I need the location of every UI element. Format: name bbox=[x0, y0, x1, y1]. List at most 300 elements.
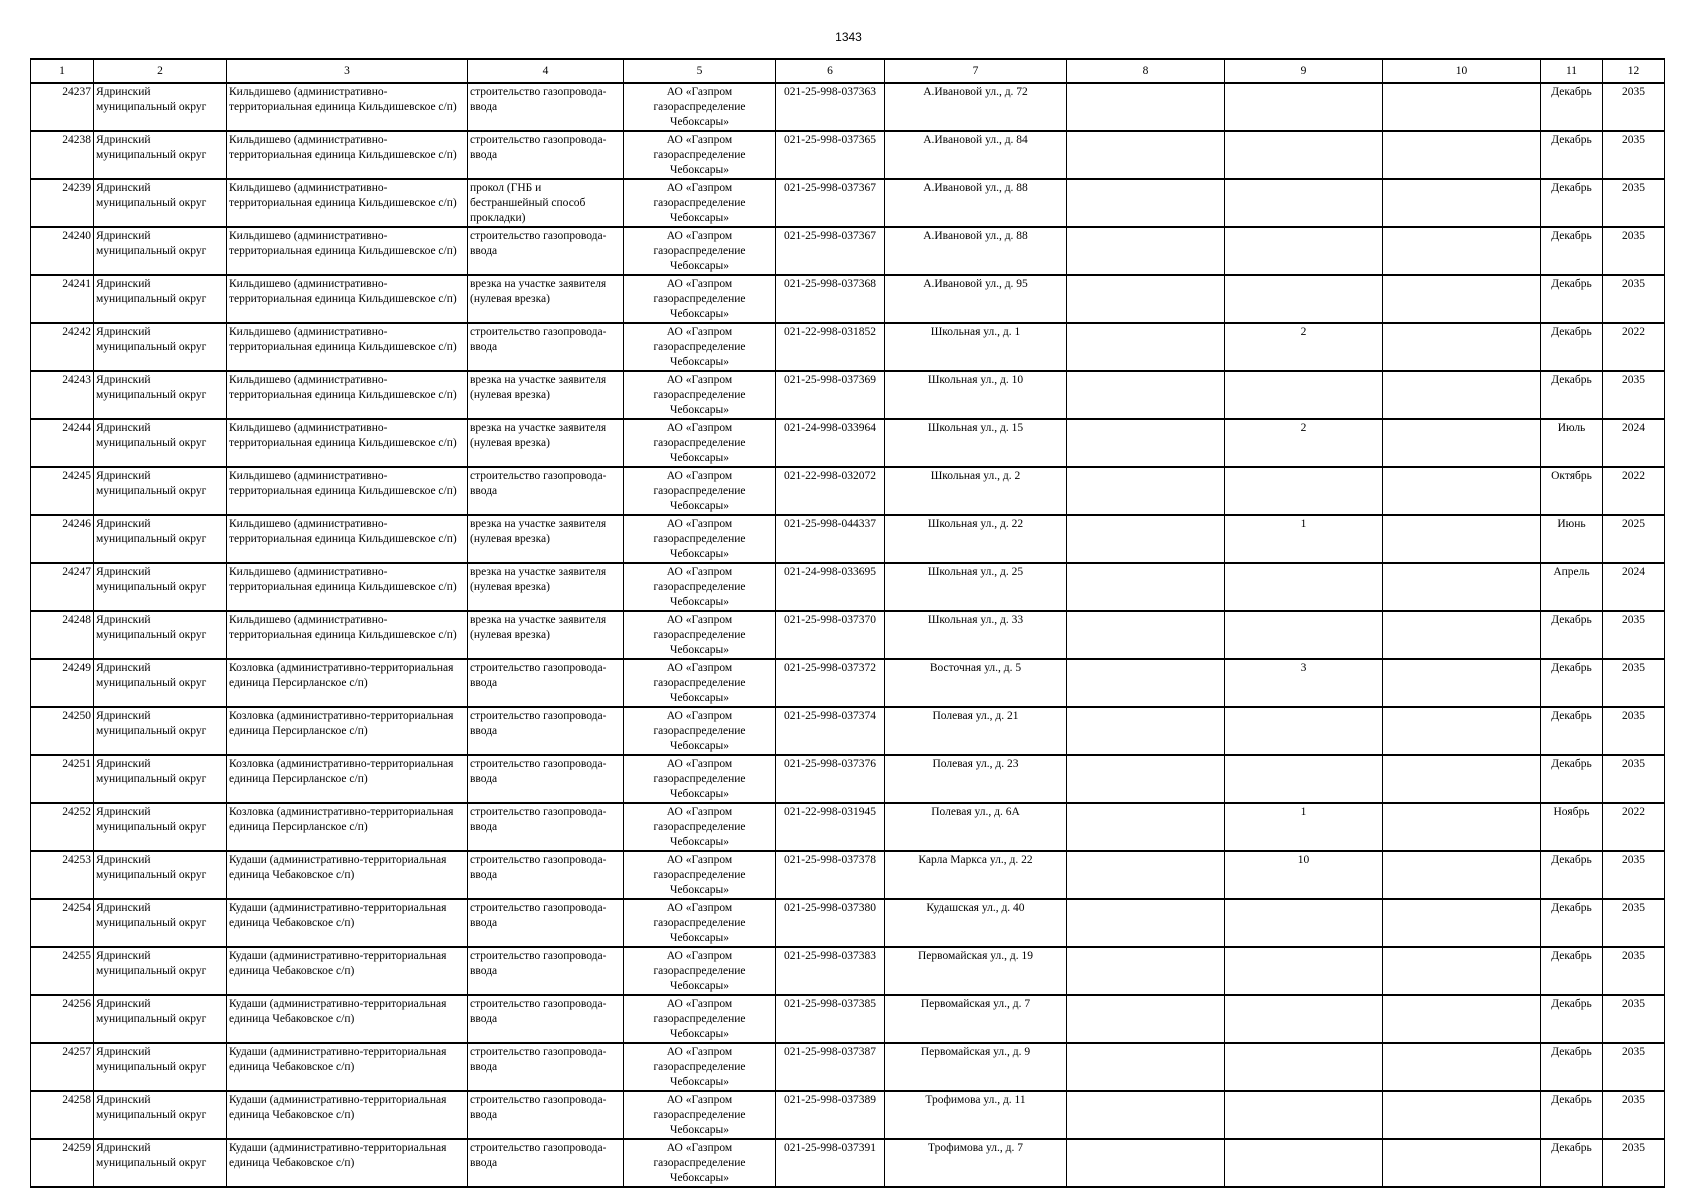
row-number-text: 24239 bbox=[62, 182, 91, 194]
column-9-cell bbox=[1225, 899, 1383, 947]
object-code-cell bbox=[776, 899, 885, 947]
column-9-cell bbox=[1225, 755, 1383, 803]
address-cell-text: А.Ивановой ул., д. 88 bbox=[923, 182, 1028, 194]
address-cell-text: А.Ивановой ул., д. 84 bbox=[923, 134, 1028, 146]
district-cell bbox=[94, 419, 227, 467]
address-cell-text: Полевая ул., д. 6А bbox=[931, 806, 1020, 818]
organization-cell bbox=[624, 1043, 776, 1091]
work-type-cell bbox=[468, 803, 624, 851]
column-10-cell bbox=[1383, 611, 1541, 659]
column-10-cell bbox=[1383, 131, 1541, 179]
district-cell bbox=[94, 323, 227, 371]
row-number-text: 24257 bbox=[62, 1046, 91, 1058]
month-cell-text: Декабрь bbox=[1551, 182, 1592, 194]
row-number-text: 24240 bbox=[62, 230, 91, 242]
column-10-cell bbox=[1383, 371, 1541, 419]
row-number bbox=[31, 1139, 94, 1187]
month-cell bbox=[1541, 899, 1603, 947]
object-code-cell bbox=[776, 275, 885, 323]
organization-cell-text: АО «Газпром газораспределение Чебоксары» bbox=[653, 710, 746, 752]
month-cell bbox=[1541, 659, 1603, 707]
district-cell-text: Ядринский муниципальный округ bbox=[96, 614, 207, 641]
object-code-cell-text: 021-25-998-037376 bbox=[784, 758, 876, 770]
month-cell-text: Декабрь bbox=[1551, 854, 1592, 866]
column-10-cell bbox=[1383, 851, 1541, 899]
settlement-cell-text: Кудаши (административно-территориальная единица Чебаковское с/п) bbox=[229, 1094, 447, 1121]
work-type-cell-text: строительство газопровода-ввода bbox=[470, 950, 607, 977]
column-8-cell bbox=[1067, 707, 1225, 755]
work-type-cell-text: врезка на участке заявителя (нулевая врезка) bbox=[470, 614, 607, 641]
settlement-cell-text: Кудаши (административно-территориальная единица Чебаковское с/п) bbox=[229, 1046, 447, 1073]
column-9-cell-text: 2 bbox=[1300, 422, 1307, 434]
table-row bbox=[31, 803, 1665, 851]
object-code-cell bbox=[776, 707, 885, 755]
organization-cell-text: АО «Газпром газораспределение Чебоксары» bbox=[653, 518, 746, 560]
organization-cell-text: АО «Газпром газораспределение Чебоксары» bbox=[653, 614, 746, 656]
work-type-cell bbox=[468, 227, 624, 275]
table-row bbox=[31, 851, 1665, 899]
organization-cell-text: АО «Газпром газораспределение Чебоксары» bbox=[653, 758, 746, 800]
row-number bbox=[31, 275, 94, 323]
month-cell bbox=[1541, 803, 1603, 851]
district-cell bbox=[94, 1091, 227, 1139]
column-10-cell bbox=[1383, 995, 1541, 1043]
column-10-cell bbox=[1383, 227, 1541, 275]
month-cell bbox=[1541, 83, 1603, 131]
work-type-cell-text: строительство газопровода-ввода bbox=[470, 1094, 607, 1121]
year-cell bbox=[1603, 755, 1665, 803]
row-number bbox=[31, 131, 94, 179]
organization-cell bbox=[624, 419, 776, 467]
column-9-cell-text: 1 bbox=[1300, 806, 1307, 818]
work-type-cell bbox=[468, 899, 624, 947]
year-cell-text: 2035 bbox=[1622, 902, 1645, 914]
column-9-cell bbox=[1225, 803, 1383, 851]
column-header: 11 bbox=[1541, 59, 1603, 83]
work-type-cell bbox=[468, 275, 624, 323]
settlement-cell bbox=[227, 1139, 468, 1187]
table-row bbox=[31, 275, 1665, 323]
settlement-cell-text: Кильдишево (административно-территориальная единица Кильдишевское с/п) bbox=[229, 614, 457, 641]
year-cell bbox=[1603, 995, 1665, 1043]
row-number-text: 24241 bbox=[62, 278, 91, 290]
object-code-cell-text: 021-25-998-037368 bbox=[784, 278, 876, 290]
address-cell bbox=[885, 899, 1067, 947]
organization-cell-text: АО «Газпром газораспределение Чебоксары» bbox=[653, 134, 746, 176]
row-number-text: 24242 bbox=[62, 326, 91, 338]
column-8-cell bbox=[1067, 227, 1225, 275]
year-cell bbox=[1603, 563, 1665, 611]
table-row bbox=[31, 419, 1665, 467]
year-cell bbox=[1603, 659, 1665, 707]
column-9-cell bbox=[1225, 83, 1383, 131]
settlement-cell-text: Кильдишево (административно-территориальная единица Кильдишевское с/п) bbox=[229, 230, 457, 257]
object-code-cell-text: 021-25-998-037369 bbox=[784, 374, 876, 386]
district-cell-text: Ядринский муниципальный округ bbox=[96, 518, 207, 545]
organization-cell bbox=[624, 659, 776, 707]
year-cell bbox=[1603, 611, 1665, 659]
year-cell bbox=[1603, 467, 1665, 515]
row-number bbox=[31, 899, 94, 947]
district-cell-text: Ядринский муниципальный округ bbox=[96, 902, 207, 929]
district-cell-text: Ядринский муниципальный округ bbox=[96, 86, 207, 113]
month-cell-text: Декабрь bbox=[1551, 950, 1592, 962]
row-number bbox=[31, 707, 94, 755]
district-cell bbox=[94, 131, 227, 179]
row-number bbox=[31, 227, 94, 275]
settlement-cell bbox=[227, 899, 468, 947]
object-code-cell-text: 021-25-998-037385 bbox=[784, 998, 876, 1010]
organization-cell bbox=[624, 179, 776, 227]
month-cell-text: Декабрь bbox=[1551, 374, 1592, 386]
row-number-text: 24244 bbox=[62, 422, 91, 434]
column-10-cell bbox=[1383, 1091, 1541, 1139]
column-8-cell bbox=[1067, 611, 1225, 659]
work-type-cell bbox=[468, 371, 624, 419]
table-row bbox=[31, 755, 1665, 803]
month-cell bbox=[1541, 755, 1603, 803]
column-9-cell bbox=[1225, 947, 1383, 995]
row-number bbox=[31, 563, 94, 611]
column-8-cell bbox=[1067, 563, 1225, 611]
settlement-cell-text: Кудаши (административно-территориальная единица Чебаковское с/п) bbox=[229, 950, 447, 977]
work-type-cell-text: врезка на участке заявителя (нулевая врезка) bbox=[470, 518, 607, 545]
settlement-cell-text: Козловка (административно-территориальная единица Персирланское с/п) bbox=[229, 806, 454, 833]
object-code-cell-text: 021-25-998-037365 bbox=[784, 134, 876, 146]
object-code-cell-text: 021-25-998-044337 bbox=[784, 518, 876, 530]
organization-cell-text: АО «Газпром газораспределение Чебоксары» bbox=[653, 662, 746, 704]
district-cell bbox=[94, 467, 227, 515]
settlement-cell bbox=[227, 227, 468, 275]
work-type-cell-text: строительство газопровода-ввода bbox=[470, 998, 607, 1025]
work-type-cell bbox=[468, 563, 624, 611]
month-cell bbox=[1541, 707, 1603, 755]
settlement-cell bbox=[227, 419, 468, 467]
table-row bbox=[31, 659, 1665, 707]
month-cell bbox=[1541, 563, 1603, 611]
address-cell-text: Школьная ул., д. 22 bbox=[927, 518, 1024, 530]
settlement-cell bbox=[227, 947, 468, 995]
row-number-text: 24254 bbox=[62, 902, 91, 914]
district-cell bbox=[94, 1139, 227, 1187]
settlement-cell bbox=[227, 1091, 468, 1139]
settlement-cell-text: Козловка (административно-территориальная единица Персирланское с/п) bbox=[229, 662, 454, 689]
object-code-cell bbox=[776, 1139, 885, 1187]
settlement-cell-text: Кильдишево (административно-территориальная единица Кильдишевское с/п) bbox=[229, 182, 457, 209]
work-type-cell bbox=[468, 947, 624, 995]
column-header: 7 bbox=[885, 59, 1067, 83]
month-cell bbox=[1541, 515, 1603, 563]
year-cell bbox=[1603, 227, 1665, 275]
month-cell bbox=[1541, 275, 1603, 323]
column-8-cell bbox=[1067, 467, 1225, 515]
month-cell-text: Декабрь bbox=[1551, 230, 1592, 242]
column-8-cell bbox=[1067, 1091, 1225, 1139]
row-number-text: 24259 bbox=[62, 1142, 91, 1154]
work-type-cell-text: строительство газопровода-ввода bbox=[470, 806, 607, 833]
settlement-cell-text: Кильдишево (административно-территориальная единица Кильдишевское с/п) bbox=[229, 470, 457, 497]
column-8-cell bbox=[1067, 1139, 1225, 1187]
column-10-cell bbox=[1383, 947, 1541, 995]
work-type-cell bbox=[468, 1139, 624, 1187]
year-cell-text: 2022 bbox=[1622, 806, 1645, 818]
address-cell bbox=[885, 563, 1067, 611]
object-code-cell bbox=[776, 755, 885, 803]
year-cell-text: 2035 bbox=[1622, 758, 1645, 770]
district-cell-text: Ядринский муниципальный округ bbox=[96, 710, 207, 737]
work-type-cell bbox=[468, 707, 624, 755]
work-type-cell bbox=[468, 611, 624, 659]
address-cell-text: Школьная ул., д. 15 bbox=[927, 422, 1024, 434]
object-code-cell bbox=[776, 131, 885, 179]
year-cell bbox=[1603, 899, 1665, 947]
page-number: 1343 bbox=[835, 30, 862, 44]
table-row bbox=[31, 323, 1665, 371]
row-number-text: 24252 bbox=[62, 806, 91, 818]
district-cell bbox=[94, 563, 227, 611]
organization-cell-text: АО «Газпром газораспределение Чебоксары» bbox=[653, 1046, 746, 1088]
month-cell-text: Декабрь bbox=[1551, 998, 1592, 1010]
address-cell-text: Полевая ул., д. 23 bbox=[932, 758, 1019, 770]
year-cell-text: 2024 bbox=[1622, 566, 1645, 578]
settlement-cell bbox=[227, 179, 468, 227]
district-cell-text: Ядринский муниципальный округ bbox=[96, 950, 207, 977]
row-number-text: 24238 bbox=[62, 134, 91, 146]
work-type-cell bbox=[468, 995, 624, 1043]
row-number-text: 24245 bbox=[62, 470, 91, 482]
address-cell-text: Трофимова ул., д. 11 bbox=[925, 1094, 1026, 1106]
column-9-cell bbox=[1225, 371, 1383, 419]
work-type-cell bbox=[468, 179, 624, 227]
column-8-cell bbox=[1067, 83, 1225, 131]
organization-cell bbox=[624, 707, 776, 755]
object-code-cell-text: 021-24-998-033695 bbox=[784, 566, 876, 578]
column-9-cell bbox=[1225, 323, 1383, 371]
work-type-cell-text: прокол (ГНБ и бестраншейный способ прокладки) bbox=[470, 182, 586, 224]
column-9-cell bbox=[1225, 131, 1383, 179]
district-cell-text: Ядринский муниципальный округ bbox=[96, 230, 207, 257]
month-cell-text: Декабрь bbox=[1551, 134, 1592, 146]
object-code-cell-text: 021-25-998-037387 bbox=[784, 1046, 876, 1058]
month-cell bbox=[1541, 851, 1603, 899]
work-type-cell bbox=[468, 755, 624, 803]
year-cell-text: 2035 bbox=[1622, 374, 1645, 386]
table-row bbox=[31, 371, 1665, 419]
address-cell bbox=[885, 179, 1067, 227]
table-row bbox=[31, 131, 1665, 179]
column-header: 10 bbox=[1383, 59, 1541, 83]
settlement-cell-text: Кильдишево (административно-территориальная единица Кильдишевское с/п) bbox=[229, 374, 457, 401]
column-8-cell bbox=[1067, 899, 1225, 947]
settlement-cell bbox=[227, 611, 468, 659]
object-code-cell bbox=[776, 563, 885, 611]
address-cell-text: Школьная ул., д. 10 bbox=[927, 374, 1024, 386]
address-cell bbox=[885, 467, 1067, 515]
column-10-cell bbox=[1383, 755, 1541, 803]
district-cell bbox=[94, 515, 227, 563]
district-cell bbox=[94, 851, 227, 899]
address-cell bbox=[885, 275, 1067, 323]
organization-cell-text: АО «Газпром газораспределение Чебоксары» bbox=[653, 566, 746, 608]
object-code-cell-text: 021-25-998-037380 bbox=[784, 902, 876, 914]
month-cell bbox=[1541, 227, 1603, 275]
address-cell bbox=[885, 611, 1067, 659]
settlement-cell-text: Кильдишево (административно-территориальная единица Кильдишевское с/п) bbox=[229, 422, 457, 449]
organization-cell bbox=[624, 563, 776, 611]
settlement-cell bbox=[227, 755, 468, 803]
district-cell bbox=[94, 83, 227, 131]
year-cell bbox=[1603, 515, 1665, 563]
work-type-cell-text: строительство газопровода-ввода bbox=[470, 1142, 607, 1169]
month-cell-text: Июль bbox=[1557, 422, 1586, 434]
month-cell-text: Декабрь bbox=[1551, 614, 1592, 626]
settlement-cell-text: Кильдишево (административно-территориальная единица Кильдишевское с/п) bbox=[229, 134, 457, 161]
column-header: 5 bbox=[624, 59, 776, 83]
year-cell-text: 2035 bbox=[1622, 134, 1645, 146]
column-header: 2 bbox=[94, 59, 227, 83]
address-cell bbox=[885, 371, 1067, 419]
column-9-cell-text: 10 bbox=[1297, 854, 1310, 866]
organization-cell-text: АО «Газпром газораспределение Чебоксары» bbox=[653, 806, 746, 848]
row-number bbox=[31, 1043, 94, 1091]
work-type-cell bbox=[468, 131, 624, 179]
organization-cell bbox=[624, 947, 776, 995]
address-cell-text: Школьная ул., д. 33 bbox=[927, 614, 1024, 626]
settlement-cell-text: Кудаши (административно-территориальная единица Чебаковское с/п) bbox=[229, 902, 447, 929]
row-number bbox=[31, 755, 94, 803]
address-cell bbox=[885, 323, 1067, 371]
column-9-cell bbox=[1225, 995, 1383, 1043]
column-10-cell bbox=[1383, 323, 1541, 371]
district-cell bbox=[94, 275, 227, 323]
district-cell bbox=[94, 803, 227, 851]
month-cell-text: Ноябрь bbox=[1553, 806, 1590, 818]
column-10-cell bbox=[1383, 899, 1541, 947]
address-cell bbox=[885, 707, 1067, 755]
table-row bbox=[31, 227, 1665, 275]
district-cell-text: Ядринский муниципальный округ bbox=[96, 182, 207, 209]
object-code-cell-text: 021-25-998-037383 bbox=[784, 950, 876, 962]
organization-cell-text: АО «Газпром газораспределение Чебоксары» bbox=[653, 326, 746, 368]
address-cell bbox=[885, 659, 1067, 707]
settlement-cell-text: Кудаши (административно-территориальная единица Чебаковское с/п) bbox=[229, 1142, 447, 1169]
column-10-cell bbox=[1383, 467, 1541, 515]
work-type-cell bbox=[468, 659, 624, 707]
district-cell-text: Ядринский муниципальный округ bbox=[96, 374, 207, 401]
settlement-cell bbox=[227, 467, 468, 515]
year-cell-text: 2024 bbox=[1622, 422, 1645, 434]
column-9-cell-text: 2 bbox=[1300, 326, 1307, 338]
year-cell-text: 2035 bbox=[1622, 614, 1645, 626]
organization-cell bbox=[624, 755, 776, 803]
object-code-cell bbox=[776, 467, 885, 515]
object-code-cell-text: 021-22-998-031945 bbox=[784, 806, 876, 818]
year-cell-text: 2035 bbox=[1622, 278, 1645, 290]
column-9-cell bbox=[1225, 227, 1383, 275]
object-code-cell bbox=[776, 611, 885, 659]
column-8-cell bbox=[1067, 851, 1225, 899]
address-cell bbox=[885, 419, 1067, 467]
settlement-cell bbox=[227, 323, 468, 371]
month-cell bbox=[1541, 419, 1603, 467]
year-cell-text: 2035 bbox=[1622, 1046, 1645, 1058]
work-type-cell-text: строительство газопровода-ввода bbox=[470, 470, 607, 497]
district-cell-text: Ядринский муниципальный округ bbox=[96, 854, 207, 881]
settlement-cell-text: Кильдишево (административно-территориальная единица Кильдишевское с/п) bbox=[229, 326, 457, 353]
column-10-cell bbox=[1383, 179, 1541, 227]
row-number bbox=[31, 1091, 94, 1139]
work-type-cell bbox=[468, 851, 624, 899]
year-cell bbox=[1603, 179, 1665, 227]
year-cell-text: 2035 bbox=[1622, 182, 1645, 194]
address-cell bbox=[885, 227, 1067, 275]
organization-cell-text: АО «Газпром газораспределение Чебоксары» bbox=[653, 998, 746, 1040]
work-type-cell-text: врезка на участке заявителя (нулевая врезка) bbox=[470, 278, 607, 305]
year-cell bbox=[1603, 707, 1665, 755]
object-code-cell bbox=[776, 83, 885, 131]
register-table bbox=[30, 58, 1665, 1188]
year-cell bbox=[1603, 83, 1665, 131]
column-9-cell-text: 3 bbox=[1300, 662, 1307, 674]
district-cell bbox=[94, 227, 227, 275]
district-cell-text: Ядринский муниципальный округ bbox=[96, 326, 207, 353]
row-number-text: 24256 bbox=[62, 998, 91, 1010]
object-code-cell-text: 021-22-998-032072 bbox=[784, 470, 876, 482]
work-type-cell bbox=[468, 419, 624, 467]
table-row bbox=[31, 563, 1665, 611]
year-cell bbox=[1603, 131, 1665, 179]
month-cell-text: Декабрь bbox=[1551, 326, 1592, 338]
address-cell bbox=[885, 1091, 1067, 1139]
row-number-text: 24246 bbox=[62, 518, 91, 530]
district-cell-text: Ядринский муниципальный округ bbox=[96, 1094, 207, 1121]
address-cell-text: Школьная ул., д. 1 bbox=[930, 326, 1021, 338]
district-cell bbox=[94, 755, 227, 803]
organization-cell bbox=[624, 1091, 776, 1139]
row-number bbox=[31, 611, 94, 659]
row-number bbox=[31, 803, 94, 851]
settlement-cell-text: Кильдишево (административно-территориальная единица Кильдишевское с/п) bbox=[229, 86, 457, 113]
work-type-cell-text: строительство газопровода-ввода bbox=[470, 710, 607, 737]
address-cell bbox=[885, 803, 1067, 851]
district-cell-text: Ядринский муниципальный округ bbox=[96, 566, 207, 593]
column-10-cell bbox=[1383, 707, 1541, 755]
work-type-cell-text: строительство газопровода-ввода bbox=[470, 326, 607, 353]
work-type-cell-text: строительство газопровода-ввода bbox=[470, 854, 607, 881]
month-cell-text: Декабрь bbox=[1551, 902, 1592, 914]
month-cell-text: Декабрь bbox=[1551, 278, 1592, 290]
column-8-cell bbox=[1067, 995, 1225, 1043]
district-cell-text: Ядринский муниципальный округ bbox=[96, 806, 207, 833]
address-cell bbox=[885, 83, 1067, 131]
month-cell bbox=[1541, 1043, 1603, 1091]
column-8-cell bbox=[1067, 1043, 1225, 1091]
organization-cell-text: АО «Газпром газораспределение Чебоксары» bbox=[653, 1142, 746, 1184]
work-type-cell bbox=[468, 515, 624, 563]
address-cell-text: Кудашская ул., д. 40 bbox=[926, 902, 1025, 914]
organization-cell bbox=[624, 515, 776, 563]
month-cell bbox=[1541, 179, 1603, 227]
object-code-cell bbox=[776, 1043, 885, 1091]
month-cell-text: Октябрь bbox=[1551, 470, 1592, 482]
settlement-cell-text: Козловка (административно-территориальная единица Персирланское с/п) bbox=[229, 710, 454, 737]
settlement-cell bbox=[227, 851, 468, 899]
work-type-cell-text: строительство газопровода-ввода bbox=[470, 230, 607, 257]
year-cell-text: 2035 bbox=[1622, 710, 1645, 722]
month-cell-text: Декабрь bbox=[1551, 662, 1592, 674]
year-cell bbox=[1603, 851, 1665, 899]
district-cell bbox=[94, 611, 227, 659]
